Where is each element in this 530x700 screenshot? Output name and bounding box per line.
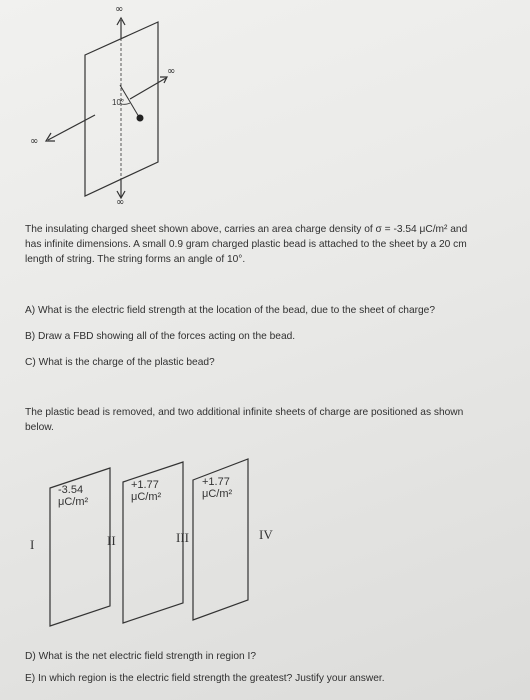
region-iii-label: III (176, 530, 189, 545)
setup-text-line-1: The plastic bead is removed, and two additional infinite sheets of charge are positioned as shown (25, 407, 464, 418)
angle-label: 10° (112, 98, 125, 107)
region-ii-label: II (107, 533, 116, 548)
region-iv-label: IV (259, 527, 273, 542)
sheet-2-label (131, 479, 161, 503)
plastic-bead (137, 115, 144, 122)
problem-text-line-3: length of string. The string forms an angle of 10°. (25, 254, 246, 265)
sheet-3-label (202, 476, 232, 500)
infinity-right-label: ∞ (167, 66, 176, 77)
question-c: C) What is the charge of the plastic bead? (25, 357, 215, 368)
problem-text-line-1: The insulating charged sheet shown above, carries an area charge density of σ = -3.54 μC/m² and (25, 224, 468, 235)
sheet-1-label (58, 484, 88, 508)
infinity-bottom-label: ∞ (116, 197, 125, 208)
setup-text-line-2: below. (25, 422, 54, 433)
problem-text-line-2: has infinite dimensions. A small 0.9 gram charged plastic bead is attached to the sheet by a 20 cm (25, 239, 467, 250)
question-e: E) In which region is the electric field strength the greatest? Justify your answer. (25, 673, 385, 684)
infinity-top-label: ∞ (115, 4, 124, 15)
question-a: A) What is the electric field strength at the location of the bead, due to the sheet of charge? (25, 305, 436, 316)
sheet-3-value: +1.77 (202, 476, 230, 488)
sheet-2-value: +1.77 (131, 479, 159, 491)
sheet-2-unit: μC/m² (131, 491, 162, 503)
charged-sheet (85, 22, 158, 196)
question-b: B) Draw a FBD showing all of the forces acting on the bead. (25, 331, 296, 342)
region-i-label: I (30, 537, 35, 552)
infinity-left-label: ∞ (30, 136, 39, 147)
question-d: D) What is the net electric field strength in region I? (25, 651, 257, 662)
sheet-3-unit: μC/m² (202, 488, 233, 500)
sheet-1-unit: μC/m² (58, 496, 89, 508)
sheet-1-value: -3.54 (58, 484, 84, 496)
